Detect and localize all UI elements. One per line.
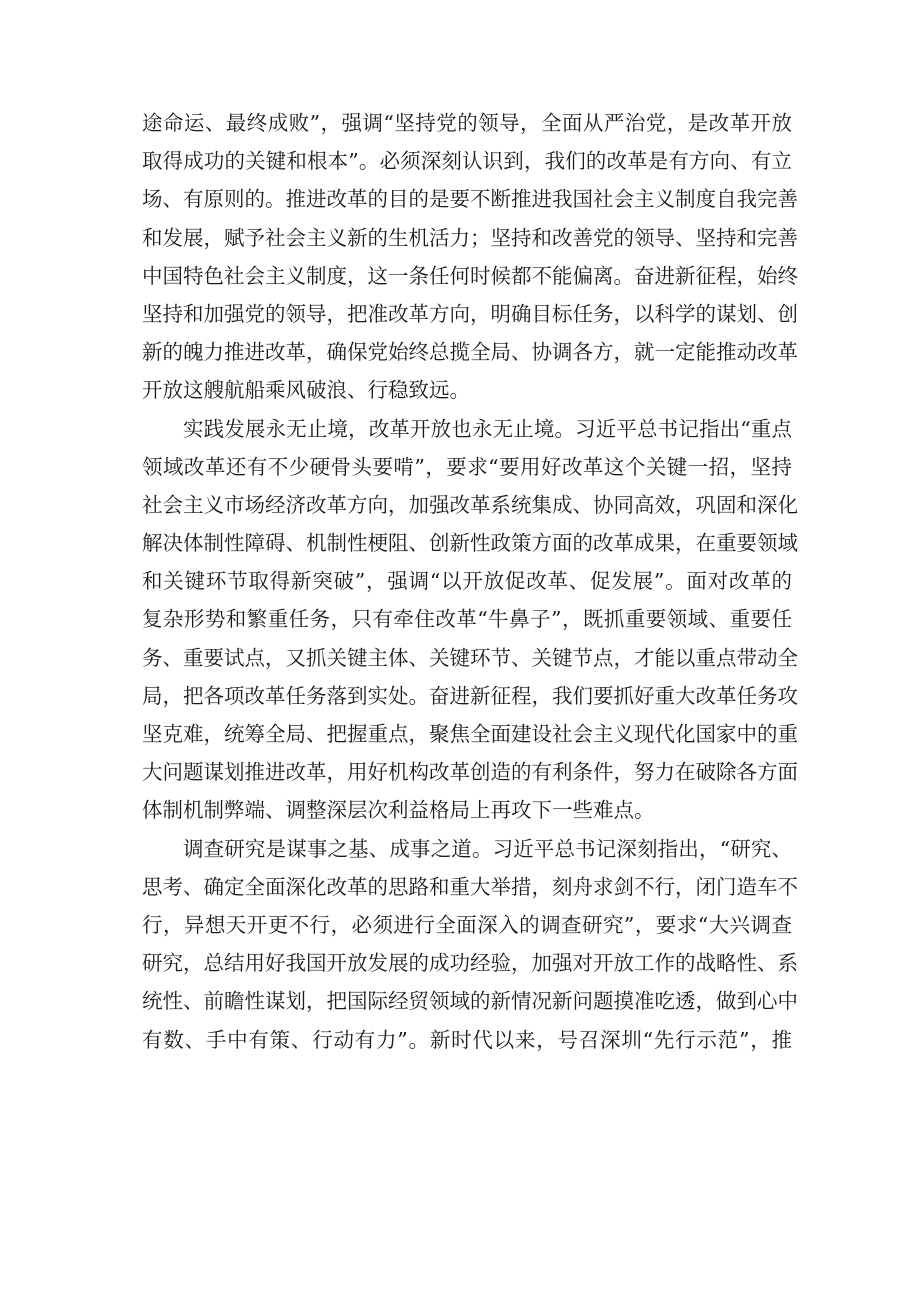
document-body bbox=[142, 104, 798, 1059]
text-line: 局，把各项改革任务落到实处。奋进新征程，我们要抓好重大改革任务攻 bbox=[142, 683, 798, 708]
text-line: 统性、前瞻性谋划，把国际经贸领域的新情况新问题摸准吃透，做到心中 bbox=[142, 989, 798, 1014]
text-line: 中国特色社会主义制度，这一条任何时候都不能偏离。奋进新征程，始终 bbox=[142, 263, 798, 288]
text-line: 场、有原则的。推进改革的目的是要不断推进我国社会主义制度自我完善 bbox=[142, 187, 798, 212]
text-line: 和发展，赋予社会主义新的生机活力；坚持和改善党的领导、坚持和完善 bbox=[142, 225, 798, 250]
text-line: 和关键环节取得新突破”，强调“以开放促改革、促发展”。面对改革的 bbox=[142, 569, 792, 594]
text-line: 务、重要试点，又抓关键主体、关键环节、关键节点，才能以重点带动全 bbox=[142, 645, 798, 670]
text-line: 社会主义市场经济改革方向，加强改革系统集成、协同高效，巩固和深化 bbox=[142, 492, 798, 517]
text-line: 实践发展永无止境，改革开放也永无止境。习近平总书记指出“重点 bbox=[183, 416, 792, 441]
text-line: 行，异想天开更不行，必须进行全面深入的调查研究”，要求“大兴调查 bbox=[142, 912, 792, 937]
paragraph-1 bbox=[142, 104, 798, 410]
text-line: 坚持和加强党的领导，把准改革方向，明确目标任务，以科学的谋划、创 bbox=[142, 301, 798, 326]
text-line: 研究，总结用好我国开放发展的成功经验，加强对开放工作的战略性、系 bbox=[142, 951, 798, 976]
text-line: 坚克难，统筹全局、把握重点，聚焦全面建设社会主义现代化国家中的重 bbox=[142, 722, 798, 746]
text-line: 体制机制弊端、调整深层次利益格局上再攻下一些难点。 bbox=[142, 798, 655, 823]
text-line: 解决体制性障碍、机制性梗阻、创新性政策方面的改革成果，在重要领域 bbox=[142, 531, 798, 556]
text-line: 领域改革还有不少硬骨头要啃”，要求“要用好改革这个关键一招，坚持 bbox=[142, 454, 792, 479]
text-line: 思考、确定全面深化改革的思路和重大举措，刻舟求剑不行，闭门造车不 bbox=[142, 874, 798, 899]
text-line: 新的魄力推进改革，确保党始终总揽全局、协调各方，就一定能推动改革 bbox=[142, 340, 798, 365]
text-line: 大问题谋划推进改革，用好机构改革创造的有利条件，努力在破除各方面 bbox=[142, 760, 798, 785]
text-line: 复杂形势和繁重任务，只有牵住改革“牛鼻子”，既抓重要领域、重要任 bbox=[142, 607, 792, 632]
text-line: 调查研究是谋事之基、成事之道。习近平总书记深刻指出，“研究、 bbox=[183, 836, 792, 861]
text-line: 开放这艘航船乘风破浪、行稳致远。 bbox=[142, 378, 470, 403]
paragraph-2 bbox=[142, 410, 798, 830]
text-line: 取得成功的关键和根本”。必须深刻认识到，我们的改革是有方向、有立 bbox=[142, 149, 792, 174]
text-line: 途命运、最终成败”，强调“坚持党的领导，全面从严治党，是改革开放 bbox=[142, 111, 792, 135]
paragraph-3 bbox=[142, 830, 798, 1059]
text-line: 有数、手中有策、行动有力”。新时代以来，号召深圳“先行示范”，推 bbox=[142, 1027, 792, 1052]
